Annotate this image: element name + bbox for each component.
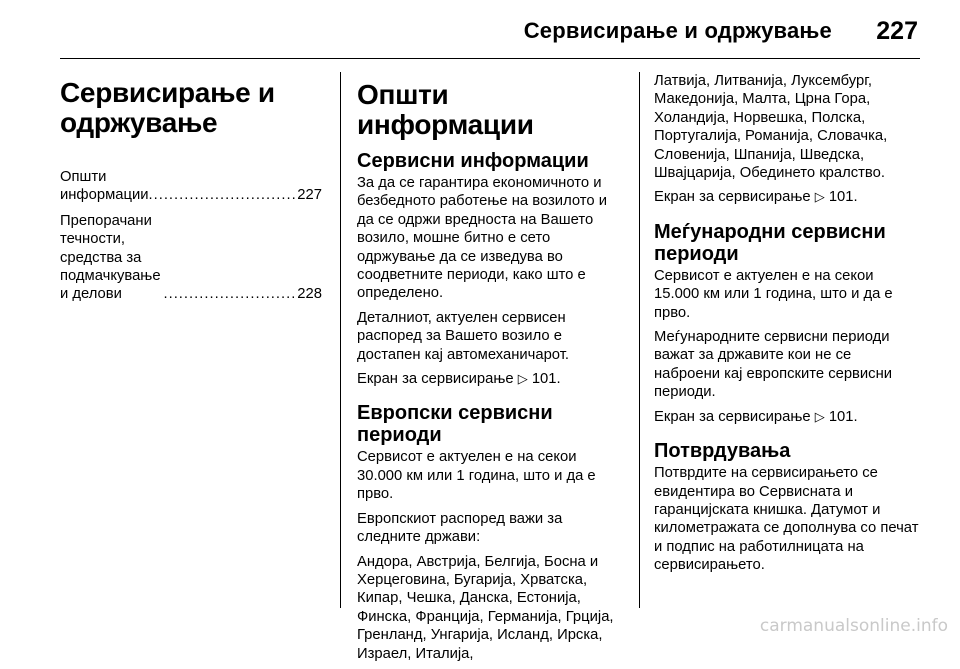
paragraph: За да се гарантира економичното и безбедното работење на возилото и да се одржи вредноста на Вашето возило, мошне битно е сето одржување да се изведува во соодветните периоди, како што е определено. xyxy=(357,175,607,302)
country-list: Андора, Австрија, Белгија, Босна и Херцеговина, Бугарија, Хрватска, Кипар, Чешка, Данска, Естонија, Финска, Франција, Германија, Грција, Гренланд, Унгарија, Исланд, Ирска, Израел, Италија, xyxy=(357,553,614,662)
toc-entry-page: 227 xyxy=(297,187,322,204)
triangle-right-icon: ▷ xyxy=(517,371,528,387)
toc-entry-label: Општи информации xyxy=(60,169,149,204)
content-column-right xyxy=(654,72,920,581)
toc-entry-page: 228 xyxy=(297,286,322,303)
country-list: Латвија, Литванија, Луксембург, Македонија, Малта, Црна Гора, Холандија, Норвешка, Полска, Португалија, Романија, Словачка, Словенија, Шпанија, Шведска, Швајцарија, Обединето кралство. xyxy=(654,73,888,182)
paragraph: Сервисот е актуелен е на секои 30.000 км или 1 година, што и да е прво. xyxy=(357,449,596,503)
reference-text: Екран за сервисирање xyxy=(654,408,811,425)
content-column-middle xyxy=(357,72,622,669)
reference-page: 101. xyxy=(828,408,858,425)
footer-watermark: carmanualsonline.info xyxy=(759,616,948,636)
cross-reference[interactable] xyxy=(654,408,920,426)
header-title: Сервисирање и одржување xyxy=(523,18,832,43)
reference-text: Екран за сервисирање xyxy=(357,371,514,388)
reference-text: Екран за сервисирање xyxy=(654,189,811,206)
header-rule xyxy=(60,58,920,59)
column-divider xyxy=(340,72,341,608)
page-number: 227 xyxy=(876,17,918,45)
subsection-title: Меѓународни сервисни периоди xyxy=(654,220,886,265)
chapter-toc xyxy=(60,168,322,304)
triangle-right-icon: ▷ xyxy=(814,189,825,205)
toc-entry[interactable] xyxy=(60,168,322,205)
column-divider xyxy=(639,72,640,608)
reference-page: 101. xyxy=(828,189,858,206)
chapter-title: Сервисирање и одржување xyxy=(60,77,275,138)
toc-entry-label: Препорачани течности, средства за подмачкување и делови xyxy=(60,212,161,303)
paragraph: Европскиот распоред важи за следните држави: xyxy=(357,510,563,546)
subsection-title: Потврдувања xyxy=(654,440,791,463)
cross-reference[interactable] xyxy=(357,370,622,388)
paragraph: Потврдите на сервисирањето се евидентира во Сервисната и гаранцијската книшка. Датумот и километражата се дополнува со печат и подпис на работилницата на сервисирањето. xyxy=(654,465,919,574)
paragraph: Сервисот е актуелен е на секои 15.000 км или 1 година, што и да е прво. xyxy=(654,267,893,321)
subsection-title: Европски сервисни периоди xyxy=(357,402,553,447)
toc-dot-leader xyxy=(148,186,295,204)
cross-reference[interactable] xyxy=(654,188,920,206)
toc-entry[interactable] xyxy=(60,212,322,304)
paragraph: Деталниот, актуелен сервисен распоред за Вашето возило е достапен кај автомеханичарот. xyxy=(357,309,569,363)
paragraph: Меѓународните сервисни периоди важат за државите кои не се наброени кај европските сервисни периоди. xyxy=(654,329,893,401)
chapter-column xyxy=(60,72,322,311)
section-title: Општи информации xyxy=(357,79,534,140)
subsection-title: Сервисни информации xyxy=(357,150,589,172)
reference-page: 101. xyxy=(531,371,561,388)
triangle-right-icon: ▷ xyxy=(814,408,825,424)
toc-dot-leader xyxy=(163,285,295,303)
